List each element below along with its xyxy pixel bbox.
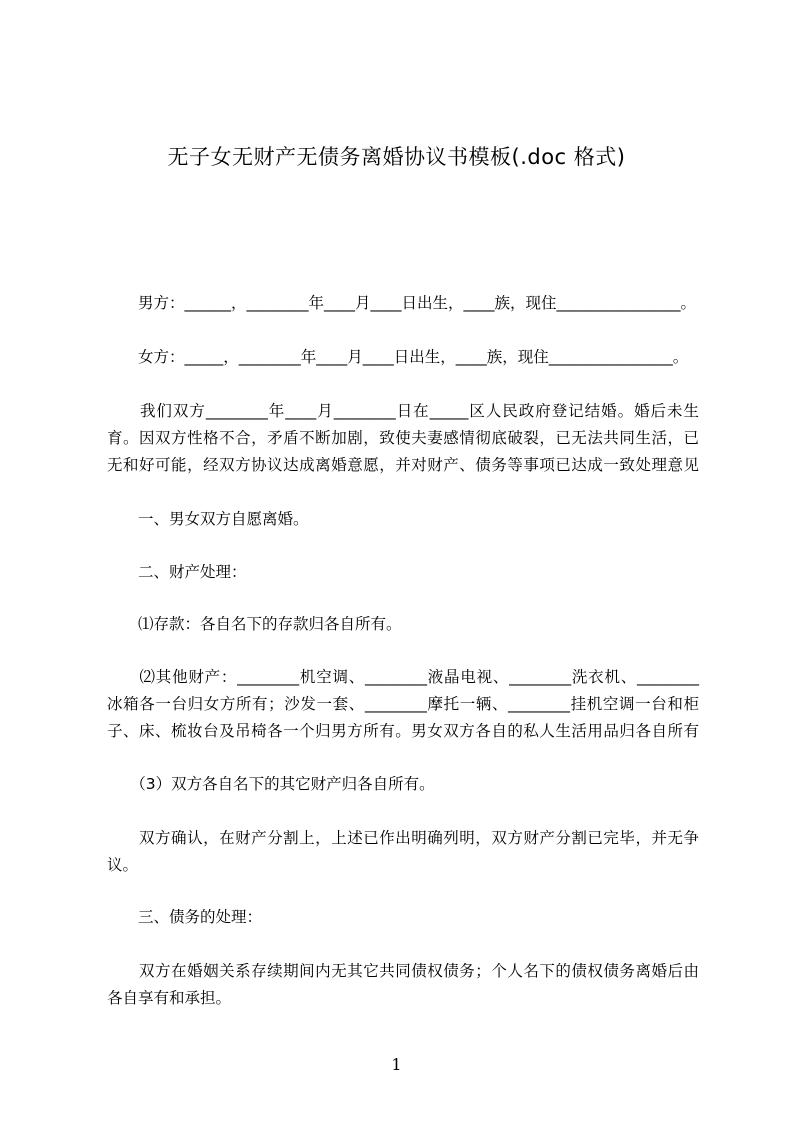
debts-line-1: 双方在婚姻关系存续期间内无其它共同债权债务；个人名下的债权债务离婚后由 (107, 962, 699, 980)
marriage-intro-line-2: 育。因双方性格不合，矛盾不断加剧，致使夫妻感情彻底破裂，已无法共同生活，已 (107, 429, 699, 447)
confirmation-line-2: 议。 (107, 856, 139, 874)
debts-line-2: 各自享有和承担。 (107, 989, 232, 1007)
clause-other-property-line-2: 冰箱各一台归女方所有；沙发一套、________摩托一辆、________挂机空调一台和柜 (107, 695, 699, 713)
clause-deposits: ⑴存款：各自名下的存款归各自所有。 (107, 615, 402, 633)
marriage-intro-line-3: 无和好可能，经双方协议达成离婚意愿，并对财产、债务等事项已达成一致处理意见 (107, 456, 699, 474)
male-party-info: 男方：______，________年____月____日出生，____族，现住________________。 (107, 294, 697, 312)
page-number: 1 (391, 1055, 402, 1074)
female-party-info: 女方：_____，________年____月____日出生，____族，现住________________。 (107, 348, 689, 366)
clause-remaining-property: （3）双方各自名下的其它财产归各自所有。 (107, 775, 435, 793)
clause-voluntary-divorce: 一、男女双方自愿离婚。 (107, 510, 309, 528)
clause-property-heading: 二、财产处理： (107, 563, 247, 581)
marriage-intro-line-1: 我们双方________年____月________日在_____区人民政府登记结婚。婚后未生 (107, 402, 699, 420)
document-title: 无子女无财产无债务离婚协议书模板(.doc 格式) (167, 145, 626, 169)
clause-debts-heading: 三、债务的处理： (107, 908, 263, 926)
clause-other-property-line-1: ⑵其他财产：________机空调、________液晶电视、________洗衣机、________ (107, 668, 699, 686)
confirmation-line-1: 双方确认，在财产分割上，上述已作出明确列明，双方财产分割已完毕，并无争 (107, 829, 699, 847)
clause-other-property-line-3: 子、床、梳妆台及吊椅各一个归男方所有。男女双方各自的私人生活用品归各自所有 (107, 722, 699, 740)
